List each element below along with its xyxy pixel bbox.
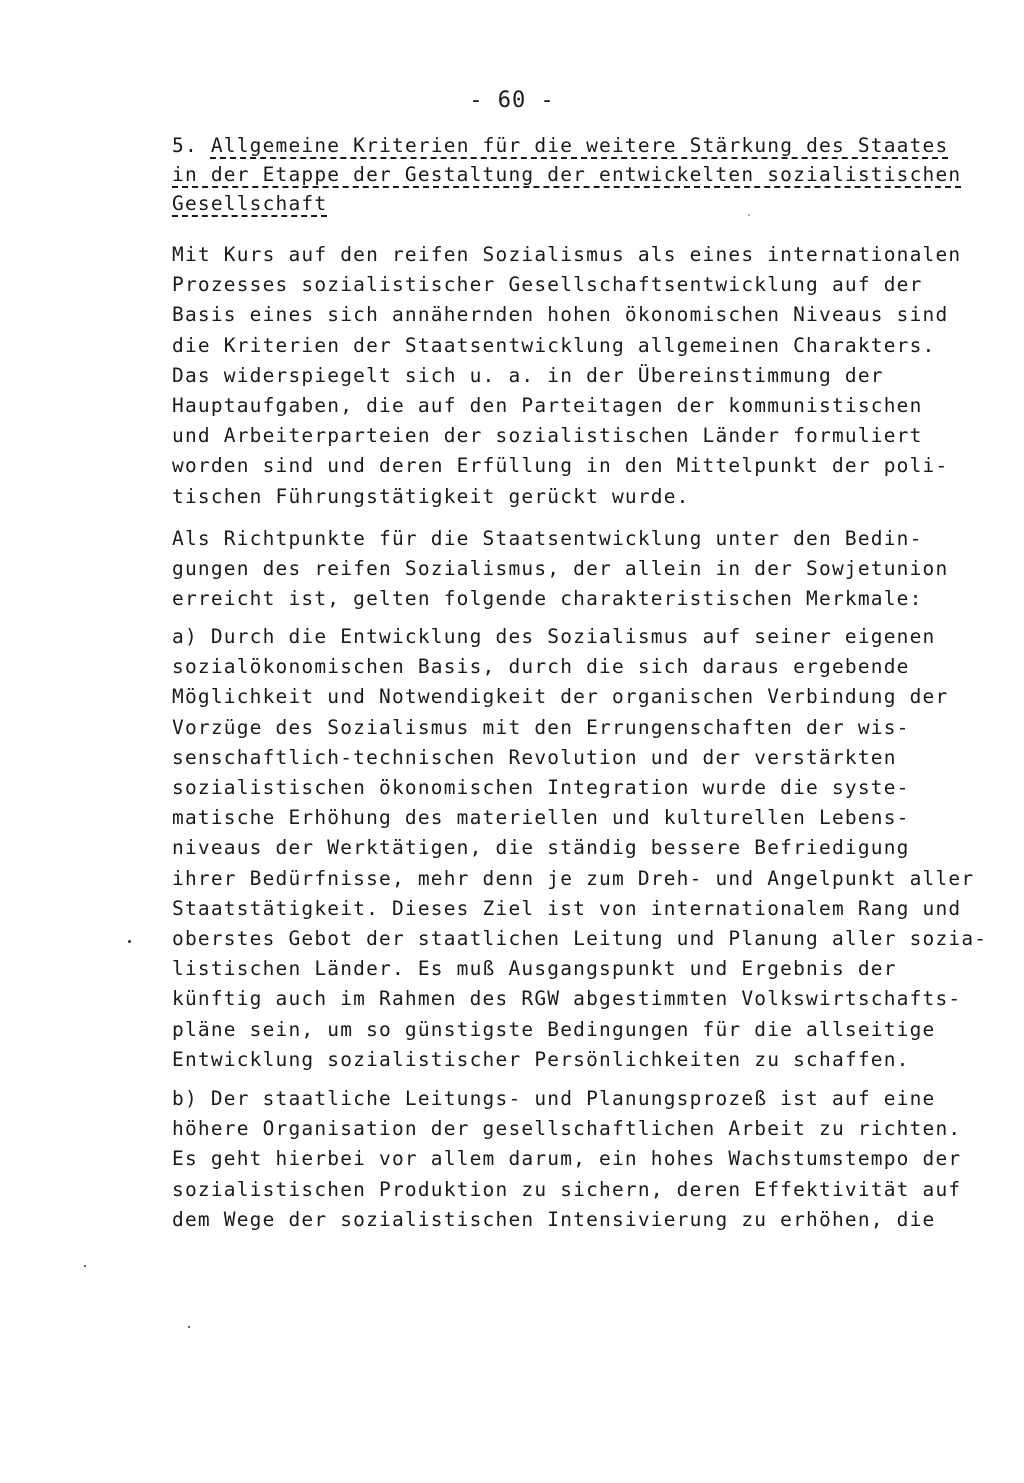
text-line: Das widerspiegelt sich u. a. in der Übereinstimmung der — [172, 363, 884, 387]
text-line: listischen Länder. Es muß Ausgangspunkt und Ergebnis der — [172, 957, 897, 981]
text-line: Als Richtpunkte für die Staatsentwicklung unter den Bedin- — [172, 527, 923, 550]
paragraph-a — [172, 622, 988, 1075]
text-line: pläne sein, um so günstigste Bedingungen für die allseitige — [172, 1017, 936, 1041]
text-line: matische Erhöhung des materiellen und kulturellen Lebens- — [172, 806, 910, 830]
scan-speck — [188, 1326, 190, 1328]
text-line: Entwicklung sozialistischer Persönlichkeiten zu schaffen. — [172, 1047, 910, 1071]
text-line: Vorzüge des Sozialismus mit den Errungenschaften der wis- — [172, 715, 910, 739]
scan-speck — [128, 940, 131, 943]
text-line: erreicht ist, gelten folgende charakteristischen Merkmale: — [172, 587, 923, 611]
text-line: ihrer Bedürfnisse, mehr denn je zum Dreh- und Angelpunkt aller — [172, 866, 975, 890]
text-line: Hauptaufgaben, die auf den Parteitagen der kommunistischen — [172, 394, 923, 418]
text-line: oberstes Gebot der staatlichen Leitung und Planung aller sozia- — [172, 927, 988, 951]
heading-text-line: Allgemeine Kriterien für die weitere Stärkung des Staates — [210, 134, 949, 157]
paragraph-b — [172, 1084, 962, 1235]
text-line: Basis eines sich annähernden hohen ökonomischen Niveaus sind — [172, 303, 949, 327]
text-line: sozialistischen ökonomischen Integration wurde die syste- — [172, 776, 910, 800]
heading-text-line: in der Etappe der Gestaltung der entwickelten sozialistischen — [172, 163, 962, 186]
text-line: und Arbeiterparteien der sozialistischen Länder formuliert — [172, 424, 923, 448]
text-line: niveaus der Werktätigen, die ständig bessere Befriedigung — [172, 836, 910, 860]
text-line: tischen Führungstätigkeit gerückt wurde. — [172, 484, 690, 508]
text-line: höhere Organisation der gesellschaftlichen Arbeit zu richten. — [172, 1117, 962, 1141]
paragraph-2 — [172, 524, 949, 615]
text-line: gungen des reifen Sozialismus, der allein in der Sowjetunion — [172, 557, 949, 581]
text-line: sozialökonomischen Basis, durch die sich daraus ergebende — [172, 655, 910, 679]
text-line: Mit Kurs auf den reifen Sozialismus als eines internationalen — [172, 243, 962, 266]
text-line: senschaftlich-technischen Revolution und der verstärkten — [172, 745, 897, 769]
text-line: Prozesses sozialistischer Gesellschaftsentwicklung auf der — [172, 273, 923, 297]
text-line: Staatstätigkeit. Dieses Ziel ist von internationalem Rang und — [172, 896, 962, 920]
text-line: die Kriterien der Staatsentwicklung allgemeinen Charakters. — [172, 333, 936, 357]
heading-number: 5. — [172, 134, 198, 157]
scan-speck — [748, 214, 750, 216]
text-line: Es geht hierbei vor allem darum, ein hohes Wachstumstempo der — [172, 1147, 962, 1171]
text-line: worden sind und deren Erfüllung in den Mittelpunkt der poli- — [172, 454, 949, 478]
text-line: sozialistischen Produktion zu sichern, deren Effektivität auf — [172, 1177, 962, 1201]
scan-speck — [84, 1265, 86, 1267]
page-number: - 60 - — [469, 88, 555, 113]
heading-line-1 — [172, 131, 949, 160]
text-line: künftig auch im Rahmen des RGW abgestimmten Volkswirtschafts- — [172, 987, 962, 1011]
section-heading — [172, 131, 962, 218]
heading-text-line: Gesellschaft — [172, 192, 328, 215]
paragraph-1 — [172, 240, 962, 512]
text-line: b) Der staatliche Leitungs- und Planungsprozeß ist auf eine — [172, 1087, 936, 1110]
text-line: Möglichkeit und Notwendigkeit der organischen Verbindung der — [172, 685, 949, 709]
text-line: dem Wege der sozialistischen Intensivierung zu erhöhen, die — [172, 1207, 936, 1231]
text-line: a) Durch die Entwicklung des Sozialismus auf seiner eigenen — [172, 625, 936, 648]
